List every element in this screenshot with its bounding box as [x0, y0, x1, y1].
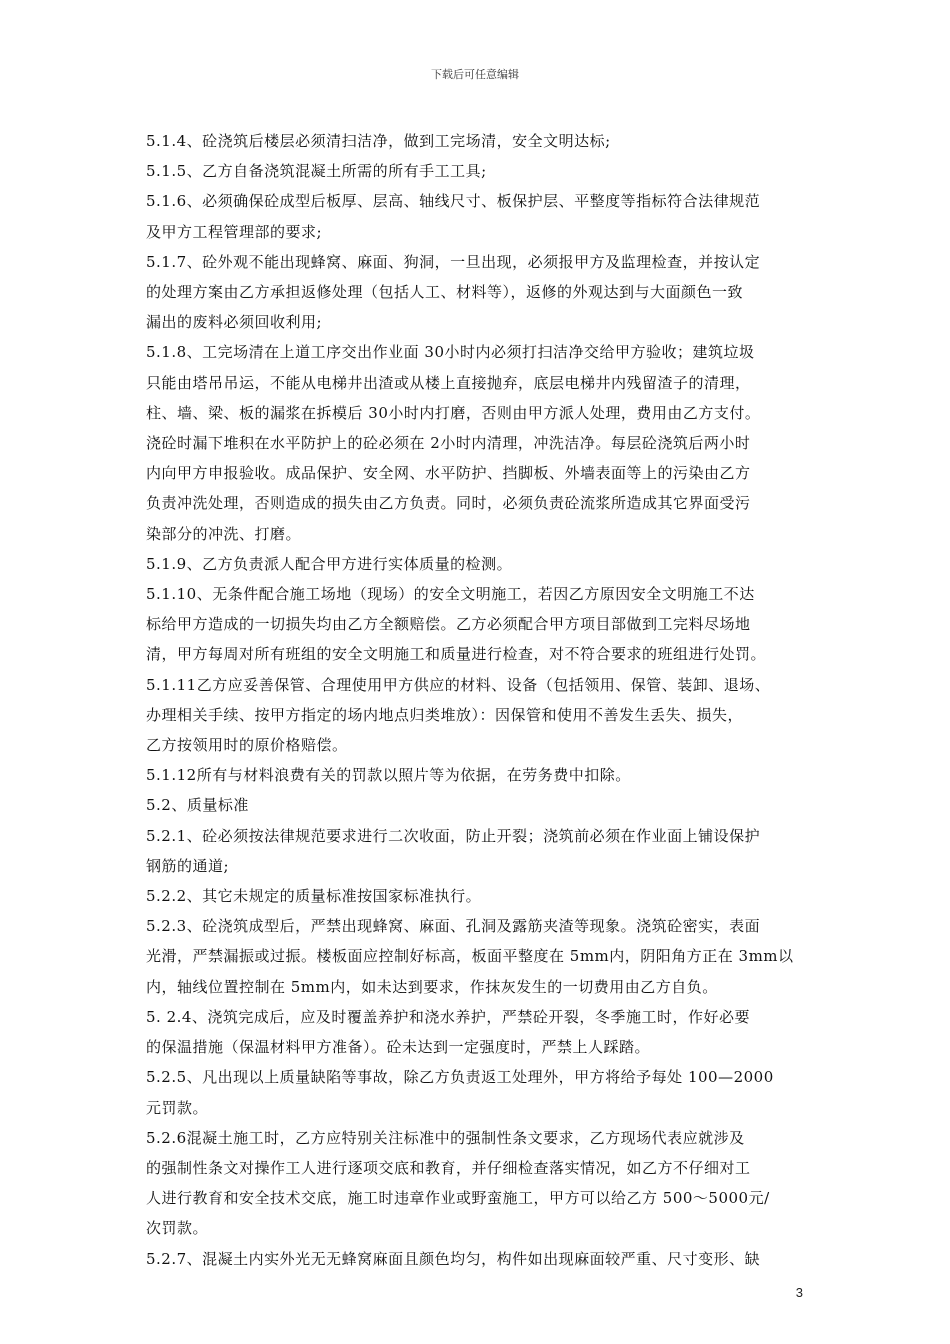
text-line: 5.1.11乙方应妥善保管、合理使用甲方供应的材料、设备（包括领用、保管、装卸、退场、 — [146, 675, 771, 694]
page-header: 下载后可任意编辑 — [431, 68, 519, 81]
text-line: 漏出的废料必须回收利用; — [146, 313, 323, 332]
text-line: 标给甲方造成的一切损失均由乙方全额赔偿。乙方必须配合甲方项目部做到工完料尽场地 — [146, 615, 751, 634]
text-line: 5.1.12所有与材料浪费有关的罚款以照片等为依据，在劳务费中扣除。 — [146, 766, 631, 785]
text-line: 5.1.7、砼外观不能出现蜂窝、麻面、狗洞，一旦出现，必须报甲方及监理检查，并按认定 — [146, 252, 761, 271]
text-line: 5.2.7、混凝土内实外光无无蜂窝麻面且颜色均匀，构件如出现麻面较严重、尺寸变形、缺 — [146, 1249, 761, 1268]
text-line: 负责冲洗处理，否则造成的损失由乙方负责。同时，必须负责砼流浆所造成其它界面受污 — [146, 494, 751, 513]
text-line: 5.1.8、工完场清在上道工序交出作业面 30小时内必须打扫洁净交给甲方验收；建筑垃圾 — [146, 343, 755, 362]
text-line: 5.2.2、其它未规定的质量标准按国家标准执行。 — [146, 887, 482, 906]
text-line: 的处理方案由乙方承担返修处理（包括人工、材料等），返修的外观达到与大面颜色一致 — [146, 283, 744, 302]
text-line: 5.2.5、凡出现以上质量缺陷等事故，除乙方负责返工处理外，甲方将给予每处 100—2000 — [146, 1068, 774, 1087]
text-line: 5.1.5、乙方自备浇筑混凝土所需的所有手工工具; — [146, 162, 487, 181]
text-line: 5.2.1、砼必须按法律规范要求进行二次收面，防止开裂；浇筑前必须在作业面上铺设保护 — [146, 826, 761, 845]
text-line: 元罚款。 — [146, 1098, 209, 1117]
text-line: 的保温措施（保温材料甲方准备）。砼未达到一定强度时，严禁上人踩踏。 — [146, 1038, 651, 1057]
text-line: 内，轴线位置控制在 5mm内，如未达到要求，作抹灰发生的一切费用由乙方自负。 — [146, 977, 718, 996]
text-line: 柱、墙、梁、板的漏浆在拆模后 30小时内打磨，否则由甲方派人处理，费用由乙方支付。 — [146, 403, 761, 422]
text-line: 5. 2.4、浇筑完成后，应及时覆盖养护和浇水养护，严禁砼开裂，冬季施工时，作好必要 — [146, 1007, 750, 1026]
page-number: 3 — [795, 1285, 803, 1300]
text-line: 乙方按领用时的原价格赔偿。 — [146, 736, 348, 755]
text-line: 清，甲方每周对所有班组的安全文明施工和质量进行检查，对不符合要求的班组进行处罚。 — [146, 645, 767, 664]
text-line: 5.1.6、必须确保砼成型后板厚、层高、轴线尺寸、板保护层、平整度等指标符合法律规范 — [146, 192, 761, 211]
text-line: 5.1.4、砼浇筑后楼层必须清扫洁净，做到工完场清，安全文明达标; — [146, 132, 611, 150]
text-line: 人进行教育和安全技术交底，施工时违章作业或野蛮施工，甲方可以给乙方 500～5000元/ — [146, 1189, 770, 1208]
text-line: 5.2、质量标准 — [146, 796, 249, 815]
text-line: 的强制性条文对操作工人进行逐项交底和教育，并仔细检查落实情况，如乙方不仔细对工 — [146, 1158, 751, 1177]
text-line: 光滑，严禁漏振或过振。楼板面应控制好标高，板面平整度在 5mm内，阴阳角方正在 3mm以 — [146, 947, 794, 966]
text-line: 只能由塔吊吊运，不能从电梯井出渣或从楼上直接抛弃，底层电梯井内残留渣子的清理， — [146, 373, 751, 392]
text-line: 钢筋的通道; — [146, 856, 230, 875]
text-line: 5.1.9、乙方负责派人配合甲方进行实体质量的检测。 — [146, 554, 513, 573]
text-line: 5.1.10、无条件配合施工场地（现场）的安全文明施工，若因乙方原因安全文明施工不达 — [146, 585, 755, 604]
text-line: 染部分的冲洗、打磨。 — [146, 524, 302, 543]
text-line: 次罚款。 — [146, 1219, 209, 1238]
text-line: 5.2.3、砼浇筑成型后，严禁出现蜂窝、麻面、孔洞及露筋夹渣等现象。浇筑砼密实，表面 — [146, 917, 761, 936]
text-line: 5.2.6混凝土施工时，乙方应特别关注标准中的强制性条文要求，乙方现场代表应就涉及 — [146, 1128, 745, 1147]
text-line: 内向甲方申报验收。成品保护、安全网、水平防护、挡脚板、外墙表面等上的污染由乙方 — [146, 464, 751, 483]
text-line: 及甲方工程管理部的要求; — [146, 222, 323, 241]
text-line: 浇砼时漏下堆积在水平防护上的砼必须在 2小时内清理，冲洗洁净。每层砼浇筑后两小时 — [146, 434, 751, 453]
document-body — [146, 126, 814, 1274]
text-line: 办理相关手续、按甲方指定的场内地点归类堆放）：因保管和使用不善发生丢失、损失， — [146, 705, 744, 724]
